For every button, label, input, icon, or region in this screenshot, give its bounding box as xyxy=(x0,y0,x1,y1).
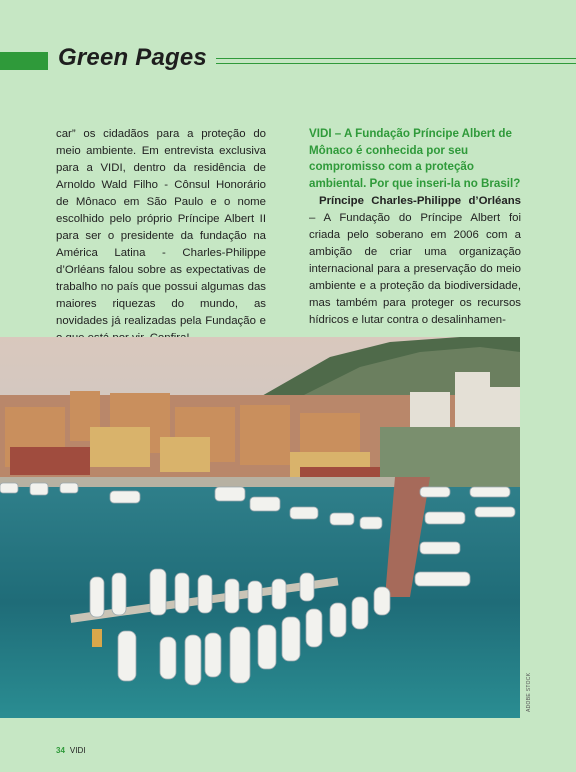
photo-credit: ADOBE STOCK xyxy=(526,672,532,712)
magazine-name: VIDI xyxy=(69,746,86,755)
interview-answer xyxy=(309,193,521,329)
section-title: Green Pages xyxy=(58,44,207,71)
page-footer xyxy=(56,746,85,755)
article-right-column xyxy=(309,126,521,329)
article-left-column: car” os cidadãos para a proteção do meio ambiente. Em entrevista exclusiva para a VIDI, dentro da residência de Arnoldo Wald Filho - Cônsul Honorário de Mônaco em São Paulo e o nome escolhido pelo próprio Príncipe Albert II para ser o presidente da fundação na América Latina - Charles-Philippe d’Orléans falou sobre as expectativas de trabalho no país que possui algumas das maiores riquezas do mundo, as novidades já realizadas pela Fundação e xyxy=(56,128,266,327)
interview-question: VIDI – A Fundação Príncipe Albert de Mônaco é conhecida por seu compromisso com a proteção ambiental. Por que inseri-la no Brasil? xyxy=(309,127,521,190)
header-accent-bar xyxy=(0,52,48,70)
monaco-harbor-photo xyxy=(0,337,520,718)
answer-text: – A Fundação do Príncipe Albert foi criada pelo soberano em 2006 com a ambição de criar uma organização internacional para a preservação do meio ambiente e a proteção da biodiversidade, mas também para proteger os recursos hídricos e lutar contra o desalinhamen- xyxy=(309,212,521,327)
header-rule xyxy=(216,58,576,64)
page-number: 34 xyxy=(56,746,65,755)
answer-speaker: Príncipe Charles-Philippe d’Orléans xyxy=(319,195,521,208)
